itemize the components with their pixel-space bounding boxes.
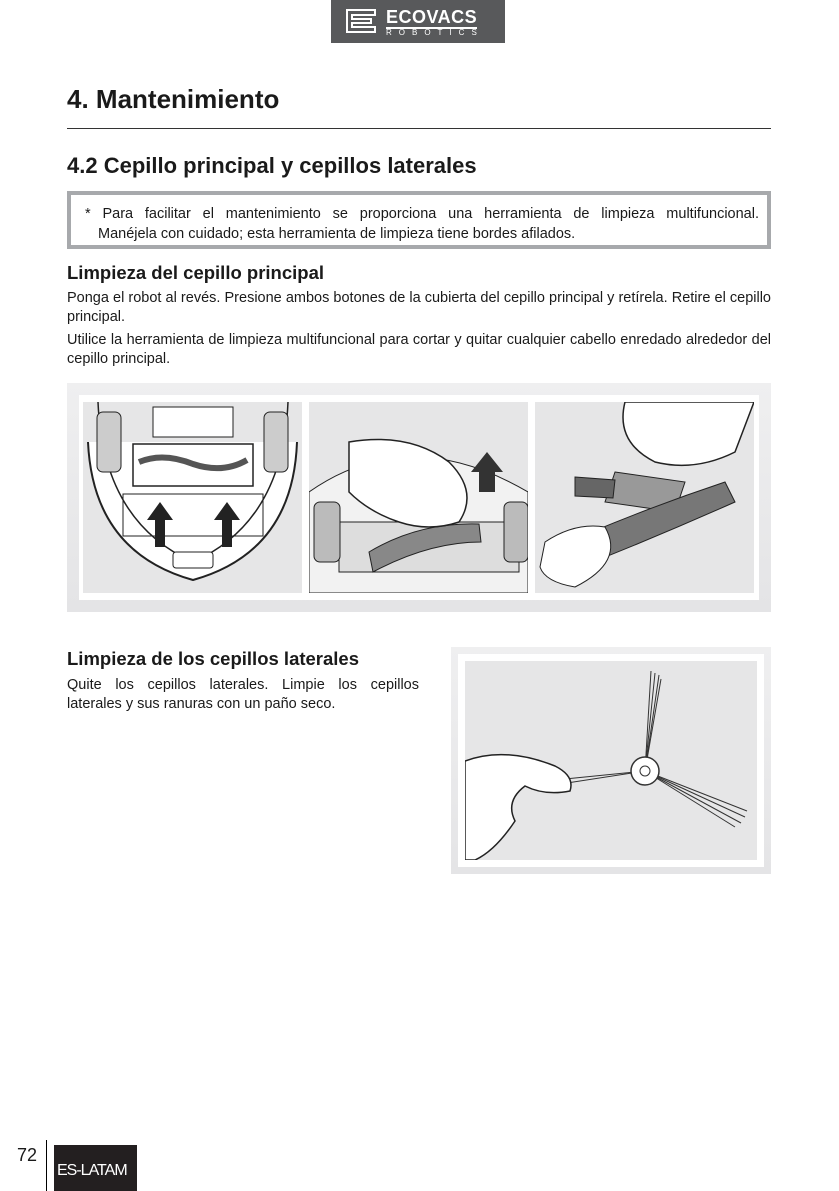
page-title: 4. Mantenimiento [67,84,280,114]
main-brush-illustrations [67,383,771,612]
side-brush-heading: Limpieza de los cepillos laterales [67,648,360,669]
footer-divider [46,1140,47,1191]
note-line-1: * Para facilitar el mantenimiento se proporciona una herramienta de limpieza multifuncional. [85,206,759,222]
note-line-2: Manéjela con cuidado; esta herramienta de limpieza tiene bordes afilados. [98,226,576,242]
main-brush-heading: Limpieza del cepillo principal [67,262,325,283]
section-title: 4.2 Cepillo principal y cepillos laterales [67,153,477,178]
main-brush-para-2: Utilice la herramienta de limpieza multifuncional para cortar y quitar cualquier cabello enredado alrededor del cepillo principal. [67,332,771,367]
side-brush-para: Quite los cepillos laterales. Limpie los cepillos laterales y sus ranuras con un paño seco. [67,677,419,712]
warning-note [67,191,771,249]
logo-sub: ROBOTICS [386,28,484,37]
page-number: 72 [17,1145,38,1165]
logo-mark-icon [345,8,377,34]
robot-underside-illustration [83,402,302,593]
brush-removal-illustration [309,402,528,593]
tool-cutting-hair-illustration [535,402,754,593]
main-brush-para-1: Ponga el robot al revés. Presione ambos botones de la cubierta del cepillo principal y retírela. Retire el cepillo principal. [67,290,771,325]
region-badge: ES-LATAM [54,1145,137,1191]
logo-brand: ECOVACS [386,7,478,27]
title-divider [67,128,771,129]
side-brush-illustration [465,661,757,860]
side-brush-illustration-frame [451,647,771,874]
ecovacs-logo [331,0,505,43]
